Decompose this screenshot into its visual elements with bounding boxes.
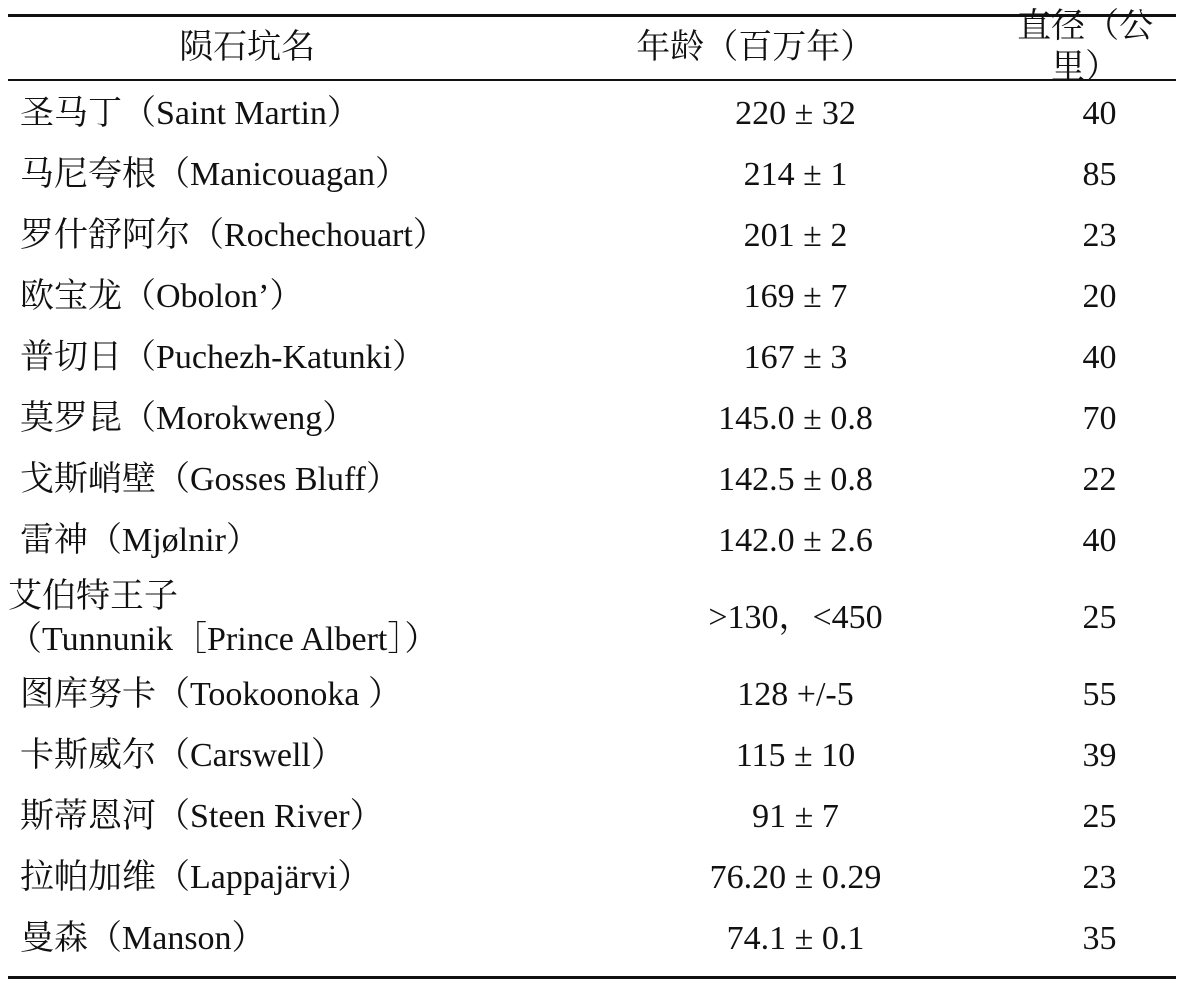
header-crater-name: 陨石坑名 bbox=[179, 28, 316, 66]
table-row bbox=[8, 665, 1176, 726]
header-age: 年龄（百万年） bbox=[636, 28, 875, 66]
crater-diameter: 70 bbox=[1082, 400, 1117, 438]
crater-name: 马尼夸根（Manicouagan） bbox=[20, 156, 410, 194]
crater-age: 220 ± 32 bbox=[735, 95, 856, 133]
table-row bbox=[8, 145, 1176, 206]
table-body bbox=[8, 84, 1176, 976]
table-row bbox=[8, 84, 1176, 145]
crater-age: 201 ± 2 bbox=[743, 217, 848, 255]
crater-age: >130，<450 bbox=[708, 599, 883, 637]
crater-name: 莫罗昆（Morokweng） bbox=[20, 400, 357, 438]
table-bottom-rule bbox=[8, 976, 1176, 979]
crater-age: 128 +/-5 bbox=[737, 676, 854, 714]
crater-name: 雷神（Mjølnir） bbox=[20, 522, 260, 560]
crater-diameter: 39 bbox=[1082, 737, 1117, 775]
table-row bbox=[8, 389, 1176, 450]
crater-age: 142.5 ± 0.8 bbox=[718, 461, 873, 499]
crater-diameter: 22 bbox=[1082, 461, 1117, 499]
crater-diameter: 25 bbox=[1082, 798, 1117, 836]
crater-diameter: 35 bbox=[1082, 920, 1117, 958]
crater-table bbox=[8, 8, 1176, 979]
table-row bbox=[8, 206, 1176, 267]
crater-age: 169 ± 7 bbox=[743, 278, 848, 316]
crater-name: 拉帕加维（Lappajärvi） bbox=[20, 859, 372, 897]
crater-age: 74.1 ± 0.1 bbox=[726, 920, 865, 958]
crater-diameter: 55 bbox=[1082, 676, 1117, 714]
table-row bbox=[8, 572, 1176, 665]
crater-name: 普切日（Puchezh-Katunki） bbox=[20, 339, 427, 377]
crater-name: 曼森（Manson） bbox=[20, 920, 266, 958]
crater-age: 115 ± 10 bbox=[735, 737, 856, 775]
table-row bbox=[8, 511, 1176, 572]
crater-age: 145.0 ± 0.8 bbox=[718, 400, 873, 438]
crater-name: 戈斯峭壁（Gosses Bluff） bbox=[20, 461, 400, 499]
table-row bbox=[8, 267, 1176, 328]
table-row bbox=[8, 328, 1176, 389]
crater-age: 91 ± 7 bbox=[752, 798, 839, 836]
crater-diameter: 25 bbox=[1082, 599, 1117, 637]
crater-name: 卡斯威尔（Carswell） bbox=[20, 737, 345, 775]
crater-diameter: 40 bbox=[1082, 339, 1117, 377]
crater-age: 214 ± 1 bbox=[743, 156, 848, 194]
crater-age: 76.20 ± 0.29 bbox=[709, 859, 882, 897]
table-header-row bbox=[8, 8, 1176, 86]
crater-name: 欧宝龙（Obolon’） bbox=[20, 278, 304, 316]
crater-name: 圣马丁（Saint Martin） bbox=[20, 95, 361, 133]
crater-name: 艾伯特王子 （Tunnunik［Prince Albert］） bbox=[8, 578, 439, 658]
crater-diameter: 85 bbox=[1082, 156, 1117, 194]
crater-name: 斯蒂恩河（Steen River） bbox=[20, 798, 384, 836]
table-row bbox=[8, 848, 1176, 909]
crater-diameter: 40 bbox=[1082, 95, 1117, 133]
header-diameter: 直径（公里） bbox=[1017, 8, 1154, 86]
crater-diameter: 23 bbox=[1082, 859, 1117, 897]
crater-name: 图库努卡（Tookoonoka ） bbox=[20, 676, 402, 714]
crater-diameter: 20 bbox=[1082, 278, 1117, 316]
crater-diameter: 40 bbox=[1082, 522, 1117, 560]
table-row bbox=[8, 787, 1176, 848]
crater-age: 167 ± 3 bbox=[743, 339, 848, 377]
crater-diameter: 23 bbox=[1082, 217, 1117, 255]
table-row bbox=[8, 450, 1176, 511]
crater-name: 罗什舒阿尔（Rochechouart） bbox=[20, 217, 447, 255]
table-row bbox=[8, 909, 1176, 970]
crater-age: 142.0 ± 2.6 bbox=[718, 522, 873, 560]
table-row bbox=[8, 726, 1176, 787]
